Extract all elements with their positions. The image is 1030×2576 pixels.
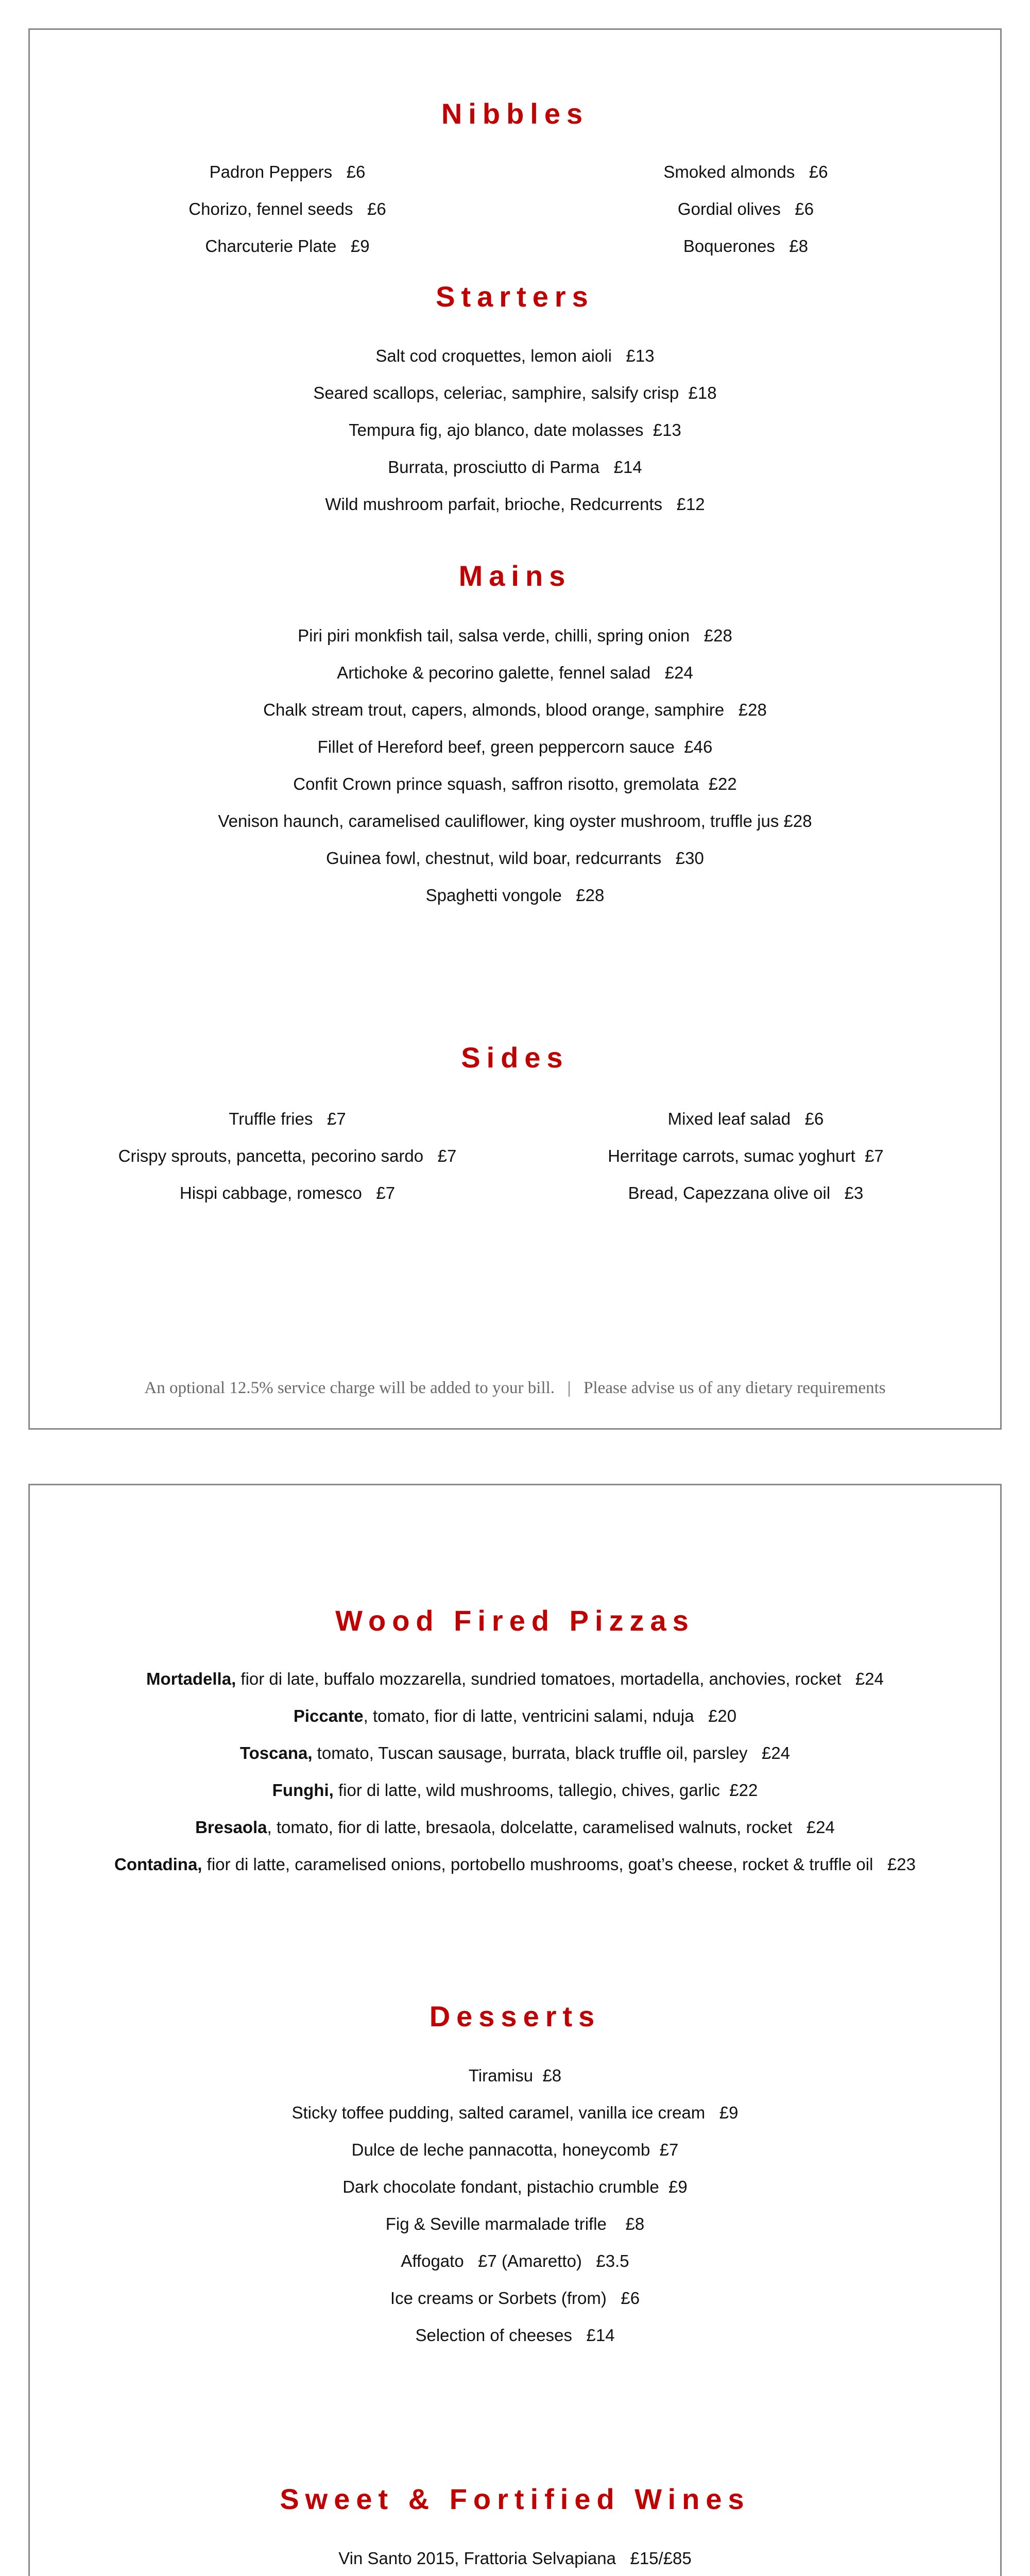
- menu-page-2: [28, 1484, 1002, 2576]
- pizza-name: Mortadella,: [146, 1669, 236, 1688]
- list-item: Seared scallops, celeriac, samphire, salsify crisp £18: [313, 383, 717, 402]
- starters-heading: Starters: [436, 280, 594, 313]
- list-item: Padron Peppers £6: [209, 162, 366, 181]
- sides-heading: Sides: [461, 1041, 569, 1074]
- mains-list: [30, 617, 1000, 914]
- list-item: Wild mushroom parfait, brioche, Redcurrents £12: [325, 495, 705, 514]
- list-item: Vin Santo 2015, Frattoria Selvapiana £15/£85: [338, 2549, 692, 2568]
- list-item: Mixed leaf salad £6: [667, 1109, 824, 1128]
- list-item: Truffle fries £7: [229, 1109, 346, 1128]
- pizza-description: , tomato, fior di latte, bresaola, dolcelatte, caramelised walnuts, rocket £24: [267, 1818, 835, 1837]
- list-item: [30, 1660, 1000, 1698]
- pizza-description: , tomato, fior di latte, ventricini salami, nduja £20: [363, 1706, 737, 1725]
- list-item: Salt cod croquettes, lemon aioli £13: [375, 346, 655, 365]
- mains-heading: Mains: [458, 560, 572, 592]
- list-item: Tiramisu £8: [468, 2066, 562, 2085]
- list-item: [30, 1846, 1000, 1883]
- list-item: Sticky toffee pudding, salted caramel, vanilla ice cream £9: [291, 2103, 739, 2122]
- pizzas-list: [30, 1660, 1000, 1883]
- list-item: [30, 1698, 1000, 1735]
- list-item: Confit Crown prince squash, saffron risotto, gremolata £22: [293, 774, 737, 793]
- desserts-heading: Desserts: [429, 2000, 601, 2032]
- list-item: Dark chocolate fondant, pistachio crumble £9: [342, 2177, 688, 2196]
- list-item: Venison haunch, caramelised cauliflower, king oyster mushroom, truffle jus £28: [218, 811, 812, 831]
- starters-list: [30, 337, 1000, 523]
- pizza-name: Funghi,: [272, 1781, 334, 1800]
- list-item: Fig & Seville marmalade trifle £8: [385, 2214, 645, 2233]
- nibbles-right-list: [519, 154, 972, 265]
- list-item: Affogato £7 (Amaretto) £3.5: [401, 2251, 629, 2270]
- wines-list: [30, 2540, 1000, 2576]
- pizza-description: fior di latte, wild mushrooms, tallegio, chives, garlic £22: [333, 1781, 758, 1800]
- list-item: Smoked almonds £6: [663, 162, 828, 181]
- wines-heading: Sweet & Fortified Wines: [280, 2483, 750, 2515]
- list-item: Tempura fig, ajo blanco, date molasses £13: [349, 420, 681, 439]
- pizza-name: Contadina,: [114, 1855, 202, 1874]
- list-item: Burrata, prosciutto di Parma £14: [388, 457, 642, 477]
- service-charge-footer: An optional 12.5% service charge will be added to your bill. | Please advise us of any dietary requirements: [144, 1379, 886, 1397]
- sides-right-list: [519, 1100, 972, 1212]
- pizza-name: Bresaola: [195, 1818, 267, 1837]
- nibbles-heading: Nibbles: [441, 97, 589, 130]
- list-item: Guinea fowl, chestnut, wild boar, redcurrants £30: [326, 849, 704, 868]
- pizza-name: Piccante: [293, 1706, 364, 1725]
- list-item: Ice creams or Sorbets (from) £6: [390, 2289, 640, 2308]
- pizza-description: fior di late, buffalo mozzarella, sundried tomatoes, mortadella, anchovies, rocket £24: [236, 1669, 884, 1688]
- list-item: Chorizo, fennel seeds £6: [188, 199, 386, 218]
- list-item: Bread, Capezzana olive oil £3: [628, 1183, 864, 1202]
- list-item: [30, 1735, 1000, 1772]
- list-item: Spaghetti vongole £28: [425, 886, 605, 905]
- list-item: Fillet of Hereford beef, green peppercorn sauce £46: [317, 737, 713, 756]
- list-item: Herritage carrots, sumac yoghurt £7: [608, 1146, 884, 1165]
- list-item: Dulce de leche pannacotta, honeycomb £7: [351, 2140, 679, 2159]
- pizza-description: tomato, Tuscan sausage, burrata, black truffle oil, parsley £24: [312, 1743, 791, 1762]
- pizzas-heading: Wood Fired Pizzas: [335, 1604, 695, 1637]
- list-item: [30, 1772, 1000, 1809]
- list-item: [30, 1809, 1000, 1846]
- sides-left-list: [61, 1100, 514, 1212]
- list-item: Chalk stream trout, capers, almonds, blood orange, samphire £28: [263, 700, 767, 719]
- nibbles-left-list: [61, 154, 514, 265]
- list-item: Selection of cheeses £14: [415, 2326, 615, 2345]
- pizza-description: fior di latte, caramelised onions, portobello mushrooms, goat’s cheese, rocket & truffle oil £23: [202, 1855, 916, 1874]
- menu-page-1: [28, 28, 1002, 1430]
- list-item: Artichoke & pecorino galette, fennel salad £24: [337, 663, 693, 682]
- list-item: Charcuterie Plate £9: [205, 236, 370, 256]
- desserts-list: [30, 2057, 1000, 2354]
- pizza-name: Toscana,: [239, 1743, 313, 1762]
- list-item: Boquerones £8: [683, 236, 809, 256]
- list-item: Gordial olives £6: [677, 199, 814, 218]
- list-item: Crispy sprouts, pancetta, pecorino sardo £7: [118, 1146, 457, 1165]
- list-item: Piri piri monkfish tail, salsa verde, chilli, spring onion £28: [298, 626, 732, 645]
- list-item: Hispi cabbage, romesco £7: [179, 1183, 396, 1202]
